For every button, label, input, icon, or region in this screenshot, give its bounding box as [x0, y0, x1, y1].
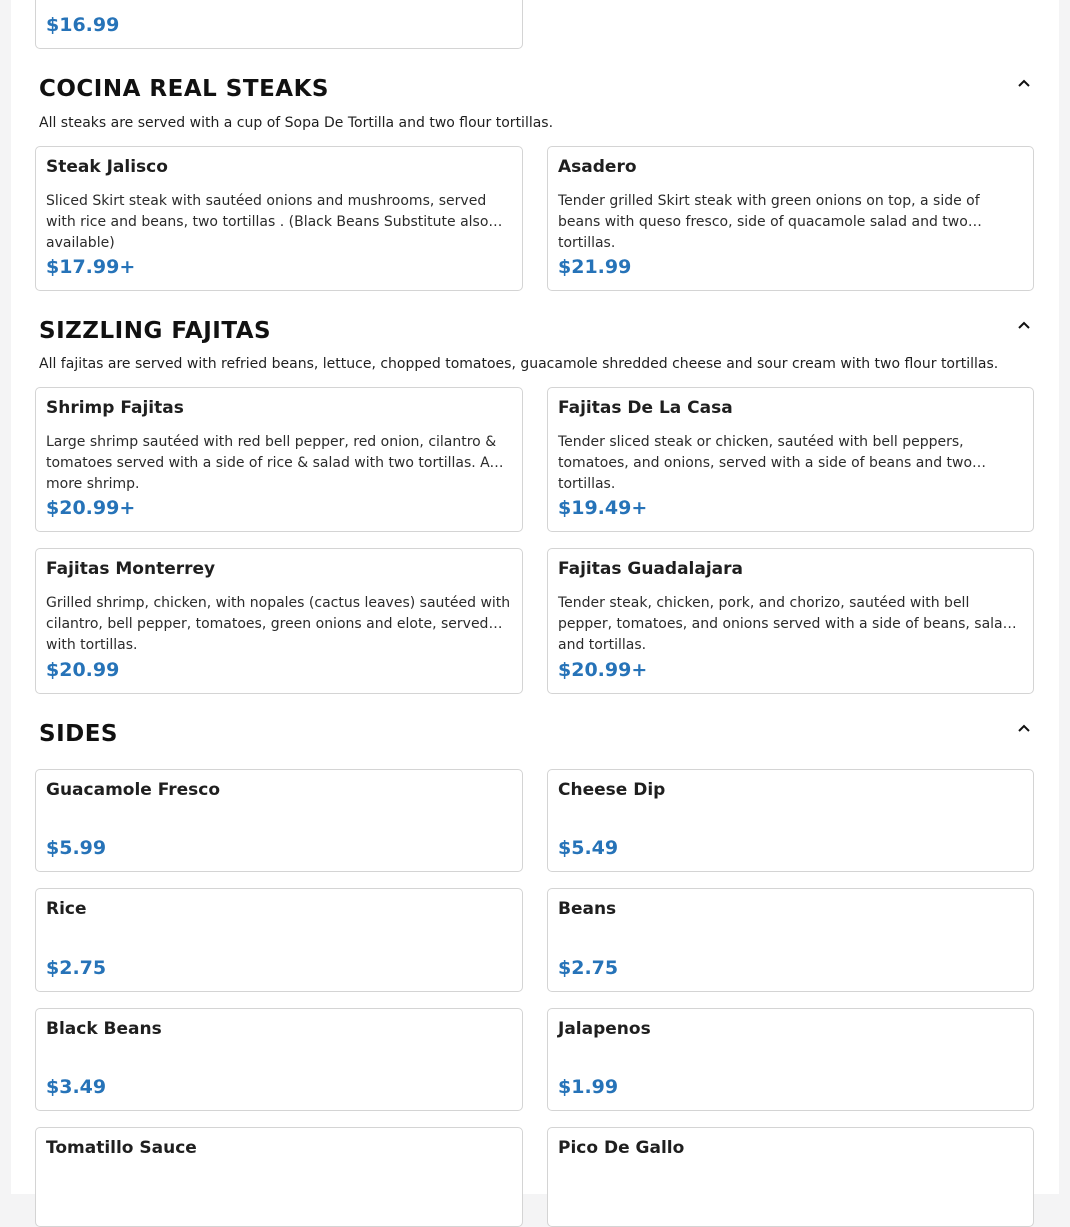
menu-item-card[interactable] [547, 1127, 1034, 1227]
item-description: Tender sliced steak or chicken, sautéed with bell peppers, tomatoes, and onions, served with a side of beans and two tortillas. [558, 434, 973, 492]
section-subtitle: All fajitas are served with refried beans, lettuce, chopped tomatoes, guacamole shredded cheese and sour cream with two flour tortillas. [39, 356, 999, 372]
menu-item-card[interactable] [35, 548, 523, 694]
menu-item-card[interactable] [35, 769, 523, 872]
item-price: $5.49 [558, 837, 619, 859]
chevron-up-icon[interactable] [1016, 75, 1032, 91]
chevron-up-icon[interactable] [1016, 720, 1032, 736]
item-price: $20.99+ [558, 659, 648, 681]
item-price: $5.99 [46, 837, 107, 859]
menu-item-card[interactable] [35, 146, 523, 291]
menu-item-card[interactable] [35, 888, 523, 992]
item-description: Grilled shrimp, chicken, with nopales (cactus leaves) sautéed with cilantro, bell pepper, tomatoes, green onions and elote, served with tortillas. [46, 595, 511, 653]
menu-item-card[interactable] [35, 1127, 523, 1227]
item-description: Tender steak, chicken, pork, and chorizo, sautéed with bell pepper, tomatoes, and onions served with a side of beans, salad and tortillas. [558, 595, 1012, 653]
item-price: $1.99 [558, 1076, 619, 1098]
item-price: $2.75 [558, 957, 619, 979]
item-price: $3.49 [46, 1076, 107, 1098]
item-price: $17.99+ [46, 256, 136, 278]
item-price: $2.75 [46, 957, 107, 979]
item-name: Asadero [558, 157, 637, 177]
item-name: Steak Jalisco [46, 157, 168, 177]
item-price: $20.99 [46, 659, 120, 681]
item-name: Beans [558, 899, 617, 919]
item-name: Fajitas Guadalajara [558, 559, 743, 579]
item-name: Fajitas De La Casa [558, 398, 733, 418]
item-name: Cheese Dip [558, 780, 666, 800]
item-name: Fajitas Monterrey [46, 559, 216, 579]
menu-item-card[interactable] [547, 1008, 1034, 1111]
menu-item-card[interactable] [547, 387, 1034, 532]
item-name: Black Beans [46, 1019, 162, 1039]
item-price: $21.99 [558, 256, 632, 278]
item-name: Pico De Gallo [558, 1138, 685, 1158]
section-subtitle: All steaks are served with a cup of Sopa De Tortilla and two flour tortillas. [39, 115, 554, 131]
item-name: Tomatillo Sauce [46, 1138, 197, 1158]
section-title: COCINA REAL STEAKS [39, 76, 329, 102]
item-name: Rice [46, 899, 87, 919]
item-name: Shrimp Fajitas [46, 398, 184, 418]
item-price: $20.99+ [46, 497, 136, 519]
item-name: Guacamole Fresco [46, 780, 221, 800]
menu-page [11, 0, 1059, 1194]
item-price: $16.99 [46, 14, 120, 36]
menu-item-card[interactable] [35, 1008, 523, 1111]
section-title: SIZZLING FAJITAS [39, 318, 272, 344]
item-description: Sliced Skirt steak with sautéed onions and mushrooms, served with rice and beans, two tortillas . (Black Beans Substitute also available) [46, 193, 489, 251]
chevron-up-icon[interactable] [1016, 317, 1032, 333]
menu-item-card[interactable] [547, 548, 1034, 694]
item-price: $19.49+ [558, 497, 648, 519]
menu-item-card[interactable] [547, 769, 1034, 872]
menu-item-card[interactable] [547, 146, 1034, 291]
menu-item-card[interactable] [547, 888, 1034, 992]
item-description: Tender grilled Skirt steak with green onions on top, a side of beans with queso fresco, side of quacamole salad and two tortillas. [558, 193, 980, 251]
menu-item-card[interactable] [35, 387, 523, 532]
menu-item-card[interactable] [35, 0, 523, 49]
item-description: Large shrimp sautéed with red bell pepper, red onion, cilantro & tomatoes served with a side of rice & salad with two tortillas. Add more shrimp. [46, 434, 508, 492]
section-title: SIDES [39, 721, 118, 747]
item-name: Jalapenos [558, 1019, 651, 1039]
